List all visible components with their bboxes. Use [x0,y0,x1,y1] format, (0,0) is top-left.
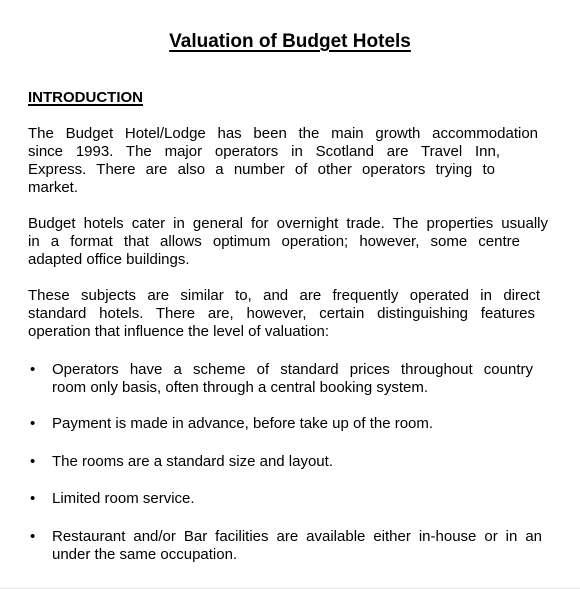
list-item-text [52,528,542,564]
paragraph-1 [28,125,538,197]
bullet-icon: • [30,415,36,432]
paragraph-line: standard hotels. There are, however, certain distinguishing features [28,305,535,322]
paragraph-line: since 1993. The major operators in Scotland are Travel Inn, [28,143,500,160]
paragraph-line: market. [28,179,79,196]
list-item-line: Limited room service. [52,490,195,507]
list-item-line: The rooms are a standard size and layout. [52,453,333,470]
paragraph-line: Budget hotels cater in general for overnight trade. The properties usually [28,215,548,232]
list-item-line: Payment is made in advance, before take up of the room. [52,415,434,432]
paragraph-2 [28,215,548,269]
section-heading-introduction: INTRODUCTION [28,89,143,106]
list-item-text [52,490,542,508]
list-item-line: under the same occupation. [52,546,238,563]
paragraph-line: The Budget Hotel/Lodge has been the main growth accommodation [28,125,538,142]
list-item-line: room only basis, often through a central booking system. [52,379,429,396]
paragraph-line: in a format that allows optimum operation; however, some centre [28,233,520,250]
list-item-line: Operators have a scheme of standard prices throughout country [52,361,533,378]
bullet-icon: • [30,453,36,470]
document-title: Valuation of Budget Hotels [169,31,411,52]
paragraph-3 [28,287,538,341]
paragraph-line: adapted office buildings. [28,251,190,268]
list-item-text [52,453,542,471]
list-item-text [52,361,542,397]
list-item-line: Restaurant and/or Bar facilities are available either in-house or in an [52,528,542,545]
paragraph-line: These subjects are similar to, and are frequently operated in direct [28,287,540,304]
list-item-text [52,415,542,433]
bullet-icon: • [30,361,36,378]
paragraph-line: Express. There are also a number of other operators trying to [28,161,495,178]
bullet-icon: • [30,528,36,545]
bullet-icon: • [30,490,36,507]
paragraph-line: operation that influence the level of valuation: [28,323,330,340]
